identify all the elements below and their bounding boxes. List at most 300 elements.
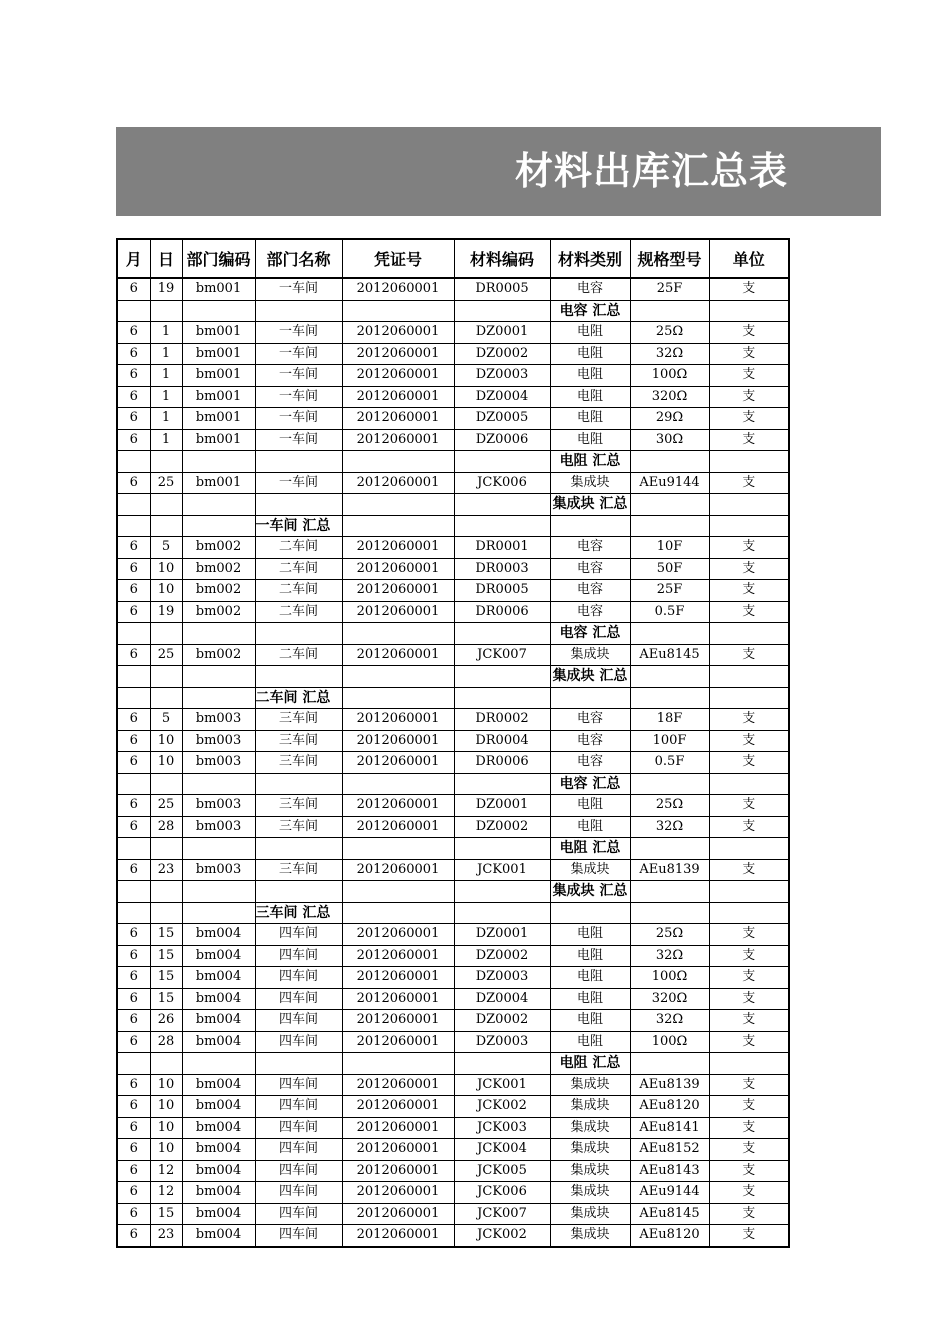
cell-dept-name: 一车间: [255, 278, 342, 300]
cell-month: 6: [117, 967, 150, 989]
empty-cell: [182, 902, 255, 924]
cell-spec-model: AEu8143: [630, 1160, 709, 1182]
cell-unit: 支: [709, 558, 789, 580]
cell-dept-code: bm002: [182, 644, 255, 666]
cell-material-code: DZ0002: [454, 816, 550, 838]
table-row: [117, 322, 789, 344]
cell-day: 1: [150, 343, 182, 365]
empty-cell: [182, 494, 255, 516]
empty-cell: [342, 881, 454, 903]
cell-dept-code: bm004: [182, 1031, 255, 1053]
cell-spec-model: 25Ω: [630, 322, 709, 344]
cell-material-category: 电阻: [550, 967, 630, 989]
cell-day: 10: [150, 1074, 182, 1096]
table-body: [117, 278, 789, 1247]
cell-day: 1: [150, 322, 182, 344]
cell-day: 10: [150, 752, 182, 774]
table-row: [117, 945, 789, 967]
cell-spec-model: AEu8120: [630, 1225, 709, 1247]
cell-day: 15: [150, 988, 182, 1010]
cell-material-category: 集成块: [550, 1182, 630, 1204]
empty-cell: [117, 773, 150, 795]
empty-cell: [709, 902, 789, 924]
cell-day: 5: [150, 537, 182, 559]
cell-material-category: 电容: [550, 601, 630, 623]
subtotal-row: [117, 773, 789, 795]
cell-material-category: 集成块: [550, 1074, 630, 1096]
empty-cell: [709, 666, 789, 688]
cell-day: 10: [150, 558, 182, 580]
empty-cell: [255, 494, 342, 516]
empty-cell: [150, 902, 182, 924]
cell-dept-code: bm004: [182, 945, 255, 967]
cell-material-code: DZ0001: [454, 795, 550, 817]
cell-dept-code: bm001: [182, 278, 255, 300]
cell-material-code: DR0002: [454, 709, 550, 731]
table-row: [117, 709, 789, 731]
subtotal-label: 电阻 汇总: [550, 838, 630, 860]
cell-material-code: DZ0004: [454, 386, 550, 408]
cell-spec-model: AEu8141: [630, 1117, 709, 1139]
cell-day: 15: [150, 924, 182, 946]
cell-day: 28: [150, 816, 182, 838]
empty-cell: [630, 687, 709, 709]
cell-dept-code: bm001: [182, 472, 255, 494]
cell-spec-model: AEu9144: [630, 1182, 709, 1204]
cell-material-code: DZ0005: [454, 408, 550, 430]
cell-dept-code: bm004: [182, 1096, 255, 1118]
empty-cell: [182, 666, 255, 688]
cell-spec-model: 100F: [630, 730, 709, 752]
table-row: [117, 730, 789, 752]
cell-spec-model: 100Ω: [630, 365, 709, 387]
cell-dept-code: bm004: [182, 1139, 255, 1161]
cell-spec-model: AEu8139: [630, 859, 709, 881]
empty-cell: [182, 623, 255, 645]
empty-cell: [454, 687, 550, 709]
subtotal-row: [117, 494, 789, 516]
cell-spec-model: AEu8139: [630, 1074, 709, 1096]
empty-cell: [150, 666, 182, 688]
empty-cell: [150, 451, 182, 473]
cell-dept-name: 三车间: [255, 752, 342, 774]
cell-month: 6: [117, 1139, 150, 1161]
cell-dept-name: 一车间: [255, 408, 342, 430]
cell-material-code: DR0006: [454, 752, 550, 774]
cell-material-code: DZ0006: [454, 429, 550, 451]
empty-cell: [255, 451, 342, 473]
empty-cell: [255, 300, 342, 322]
cell-material-category: 电容: [550, 278, 630, 300]
cell-day: 10: [150, 1096, 182, 1118]
subtotal-label: 集成块 汇总: [550, 881, 630, 903]
header-day: 日: [150, 239, 182, 278]
empty-cell: [255, 666, 342, 688]
cell-dept-code: bm003: [182, 795, 255, 817]
cell-dept-code: bm004: [182, 988, 255, 1010]
cell-month: 6: [117, 1203, 150, 1225]
cell-material-category: 电阻: [550, 945, 630, 967]
cell-dept-name: 四车间: [255, 1074, 342, 1096]
empty-cell: [709, 773, 789, 795]
empty-cell: [454, 773, 550, 795]
empty-cell: [454, 451, 550, 473]
cell-material-code: JCK004: [454, 1139, 550, 1161]
cell-voucher-no: 2012060001: [342, 278, 454, 300]
empty-cell: [550, 902, 630, 924]
cell-material-category: 电容: [550, 730, 630, 752]
cell-material-code: DZ0003: [454, 365, 550, 387]
cell-month: 6: [117, 730, 150, 752]
cell-dept-code: bm004: [182, 1074, 255, 1096]
cell-month: 6: [117, 386, 150, 408]
cell-dept-code: bm001: [182, 408, 255, 430]
cell-unit: 支: [709, 1160, 789, 1182]
table-row: [117, 1117, 789, 1139]
cell-unit: 支: [709, 343, 789, 365]
cell-voucher-no: 2012060001: [342, 1074, 454, 1096]
empty-cell: [342, 515, 454, 537]
empty-cell: [630, 881, 709, 903]
cell-voucher-no: 2012060001: [342, 601, 454, 623]
empty-cell: [255, 1053, 342, 1075]
cell-material-category: 电阻: [550, 988, 630, 1010]
cell-dept-name: 四车间: [255, 1225, 342, 1247]
header-dept-name: 部门名称: [255, 239, 342, 278]
table-row: [117, 1096, 789, 1118]
cell-dept-code: bm004: [182, 1010, 255, 1032]
empty-cell: [709, 881, 789, 903]
cell-unit: 支: [709, 859, 789, 881]
subtotal-label: 三车间 汇总: [255, 902, 342, 924]
cell-dept-name: 四车间: [255, 945, 342, 967]
cell-material-code: DR0003: [454, 558, 550, 580]
cell-unit: 支: [709, 1074, 789, 1096]
cell-material-category: 电容: [550, 752, 630, 774]
table-row: [117, 924, 789, 946]
cell-month: 6: [117, 795, 150, 817]
cell-unit: 支: [709, 1139, 789, 1161]
cell-dept-code: bm004: [182, 1160, 255, 1182]
subtotal-label: 电阻 汇总: [550, 1053, 630, 1075]
table-row: [117, 558, 789, 580]
empty-cell: [630, 1053, 709, 1075]
cell-dept-name: 一车间: [255, 386, 342, 408]
cell-day: 1: [150, 429, 182, 451]
empty-cell: [342, 773, 454, 795]
cell-dept-name: 一车间: [255, 322, 342, 344]
empty-cell: [630, 666, 709, 688]
subtotal-label: 电容 汇总: [550, 300, 630, 322]
empty-cell: [150, 300, 182, 322]
header-unit: 单位: [709, 239, 789, 278]
cell-voucher-no: 2012060001: [342, 924, 454, 946]
cell-month: 6: [117, 1160, 150, 1182]
cell-dept-name: 一车间: [255, 429, 342, 451]
cell-unit: 支: [709, 1182, 789, 1204]
cell-unit: 支: [709, 795, 789, 817]
cell-material-category: 集成块: [550, 644, 630, 666]
cell-spec-model: 29Ω: [630, 408, 709, 430]
cell-spec-model: AEu8120: [630, 1096, 709, 1118]
cell-dept-code: bm004: [182, 967, 255, 989]
subtotal-row: [117, 902, 789, 924]
subtotal-row: [117, 451, 789, 473]
cell-voucher-no: 2012060001: [342, 644, 454, 666]
cell-day: 10: [150, 730, 182, 752]
empty-cell: [709, 451, 789, 473]
cell-dept-name: 三车间: [255, 816, 342, 838]
cell-dept-code: bm001: [182, 365, 255, 387]
cell-unit: 支: [709, 752, 789, 774]
cell-month: 6: [117, 1117, 150, 1139]
cell-month: 6: [117, 537, 150, 559]
empty-cell: [255, 623, 342, 645]
cell-material-category: 电阻: [550, 1031, 630, 1053]
cell-material-category: 电阻: [550, 322, 630, 344]
cell-spec-model: 32Ω: [630, 343, 709, 365]
cell-material-category: 电阻: [550, 408, 630, 430]
cell-month: 6: [117, 945, 150, 967]
cell-month: 6: [117, 709, 150, 731]
empty-cell: [150, 773, 182, 795]
cell-voucher-no: 2012060001: [342, 343, 454, 365]
empty-cell: [150, 1053, 182, 1075]
empty-cell: [550, 687, 630, 709]
cell-dept-name: 四车间: [255, 988, 342, 1010]
cell-month: 6: [117, 1010, 150, 1032]
empty-cell: [342, 902, 454, 924]
cell-spec-model: 32Ω: [630, 1010, 709, 1032]
cell-material-category: 集成块: [550, 1203, 630, 1225]
cell-month: 6: [117, 1074, 150, 1096]
subtotal-label: 集成块 汇总: [550, 494, 630, 516]
table-row: [117, 1160, 789, 1182]
cell-voucher-no: 2012060001: [342, 752, 454, 774]
cell-day: 25: [150, 644, 182, 666]
cell-material-category: 集成块: [550, 859, 630, 881]
cell-day: 15: [150, 967, 182, 989]
cell-day: 1: [150, 386, 182, 408]
cell-dept-name: 二车间: [255, 580, 342, 602]
cell-month: 6: [117, 924, 150, 946]
cell-day: 5: [150, 709, 182, 731]
cell-month: 6: [117, 558, 150, 580]
cell-material-category: 电阻: [550, 816, 630, 838]
table-row: [117, 967, 789, 989]
cell-dept-code: bm001: [182, 322, 255, 344]
cell-voucher-no: 2012060001: [342, 1139, 454, 1161]
cell-voucher-no: 2012060001: [342, 1096, 454, 1118]
cell-day: 28: [150, 1031, 182, 1053]
cell-dept-name: 四车间: [255, 1160, 342, 1182]
cell-dept-code: bm004: [182, 1182, 255, 1204]
cell-voucher-no: 2012060001: [342, 1182, 454, 1204]
empty-cell: [454, 300, 550, 322]
table-row: [117, 343, 789, 365]
cell-dept-name: 一车间: [255, 343, 342, 365]
cell-dept-code: bm004: [182, 1117, 255, 1139]
cell-month: 6: [117, 1096, 150, 1118]
cell-material-category: 电阻: [550, 1010, 630, 1032]
table-row: [117, 365, 789, 387]
cell-dept-name: 四车间: [255, 1182, 342, 1204]
cell-material-code: JCK002: [454, 1225, 550, 1247]
cell-material-category: 电容: [550, 558, 630, 580]
empty-cell: [117, 451, 150, 473]
table-row: [117, 1225, 789, 1247]
cell-spec-model: AEu8145: [630, 644, 709, 666]
cell-dept-code: bm001: [182, 429, 255, 451]
cell-unit: 支: [709, 924, 789, 946]
subtotal-label: 一车间 汇总: [255, 515, 342, 537]
empty-cell: [342, 300, 454, 322]
empty-cell: [182, 1053, 255, 1075]
cell-voucher-no: 2012060001: [342, 580, 454, 602]
empty-cell: [255, 838, 342, 860]
cell-material-code: JCK007: [454, 644, 550, 666]
cell-day: 12: [150, 1182, 182, 1204]
cell-dept-name: 二车间: [255, 601, 342, 623]
empty-cell: [182, 773, 255, 795]
cell-spec-model: 0.5F: [630, 601, 709, 623]
cell-unit: 支: [709, 1096, 789, 1118]
cell-dept-name: 三车间: [255, 859, 342, 881]
empty-cell: [255, 773, 342, 795]
cell-material-code: JCK001: [454, 859, 550, 881]
cell-material-code: DZ0001: [454, 322, 550, 344]
empty-cell: [630, 451, 709, 473]
cell-material-category: 电阻: [550, 386, 630, 408]
cell-dept-code: bm003: [182, 816, 255, 838]
cell-month: 6: [117, 365, 150, 387]
page-title: 材料出库汇总表: [514, 149, 788, 193]
cell-dept-name: 一车间: [255, 472, 342, 494]
material-summary-table: [116, 238, 790, 1248]
cell-voucher-no: 2012060001: [342, 859, 454, 881]
cell-voucher-no: 2012060001: [342, 429, 454, 451]
cell-dept-name: 四车间: [255, 1096, 342, 1118]
cell-dept-code: bm003: [182, 709, 255, 731]
cell-unit: 支: [709, 1031, 789, 1053]
cell-material-code: JCK006: [454, 472, 550, 494]
empty-cell: [630, 300, 709, 322]
cell-unit: 支: [709, 601, 789, 623]
cell-spec-model: 30Ω: [630, 429, 709, 451]
cell-day: 10: [150, 1139, 182, 1161]
cell-material-code: DR0005: [454, 580, 550, 602]
cell-month: 6: [117, 322, 150, 344]
cell-unit: 支: [709, 580, 789, 602]
empty-cell: [454, 838, 550, 860]
subtotal-row: [117, 300, 789, 322]
cell-dept-code: bm004: [182, 1225, 255, 1247]
cell-voucher-no: 2012060001: [342, 537, 454, 559]
table-row: [117, 386, 789, 408]
cell-dept-code: bm004: [182, 1203, 255, 1225]
cell-dept-code: bm003: [182, 752, 255, 774]
cell-material-code: DR0005: [454, 278, 550, 300]
table-row: [117, 601, 789, 623]
subtotal-row: [117, 687, 789, 709]
subtotal-row: [117, 838, 789, 860]
cell-dept-name: 四车间: [255, 1139, 342, 1161]
empty-cell: [454, 1053, 550, 1075]
cell-month: 6: [117, 472, 150, 494]
cell-day: 1: [150, 365, 182, 387]
cell-voucher-no: 2012060001: [342, 730, 454, 752]
empty-cell: [454, 902, 550, 924]
empty-cell: [182, 451, 255, 473]
cell-month: 6: [117, 816, 150, 838]
cell-unit: 支: [709, 967, 789, 989]
cell-unit: 支: [709, 1225, 789, 1247]
cell-spec-model: 18F: [630, 709, 709, 731]
cell-voucher-no: 2012060001: [342, 795, 454, 817]
header-voucher-no: 凭证号: [342, 239, 454, 278]
empty-cell: [117, 300, 150, 322]
cell-spec-model: 0.5F: [630, 752, 709, 774]
cell-month: 6: [117, 278, 150, 300]
cell-voucher-no: 2012060001: [342, 408, 454, 430]
table-row: [117, 278, 789, 300]
empty-cell: [117, 666, 150, 688]
cell-material-code: DZ0002: [454, 343, 550, 365]
empty-cell: [454, 666, 550, 688]
cell-voucher-no: 2012060001: [342, 558, 454, 580]
header-row: [117, 239, 789, 278]
cell-spec-model: 320Ω: [630, 988, 709, 1010]
cell-material-code: DZ0003: [454, 967, 550, 989]
cell-dept-code: bm002: [182, 601, 255, 623]
cell-month: 6: [117, 988, 150, 1010]
table-row: [117, 580, 789, 602]
empty-cell: [454, 494, 550, 516]
cell-dept-name: 四车间: [255, 1031, 342, 1053]
empty-cell: [709, 687, 789, 709]
cell-day: 19: [150, 601, 182, 623]
empty-cell: [454, 881, 550, 903]
table-row: [117, 1182, 789, 1204]
empty-cell: [342, 838, 454, 860]
cell-unit: 支: [709, 1203, 789, 1225]
table-row: [117, 537, 789, 559]
cell-unit: 支: [709, 816, 789, 838]
subtotal-row: [117, 623, 789, 645]
subtotal-row: [117, 881, 789, 903]
table-row: [117, 408, 789, 430]
empty-cell: [630, 773, 709, 795]
cell-voucher-no: 2012060001: [342, 365, 454, 387]
cell-month: 6: [117, 752, 150, 774]
empty-cell: [117, 902, 150, 924]
empty-cell: [182, 687, 255, 709]
cell-dept-name: 二车间: [255, 558, 342, 580]
cell-month: 6: [117, 408, 150, 430]
cell-material-category: 集成块: [550, 1139, 630, 1161]
table-row: [117, 859, 789, 881]
subtotal-label: 电阻 汇总: [550, 451, 630, 473]
cell-dept-name: 四车间: [255, 924, 342, 946]
empty-cell: [342, 451, 454, 473]
cell-voucher-no: 2012060001: [342, 1117, 454, 1139]
cell-day: 23: [150, 859, 182, 881]
cell-day: 26: [150, 1010, 182, 1032]
cell-dept-name: 四车间: [255, 1010, 342, 1032]
cell-spec-model: 25Ω: [630, 795, 709, 817]
cell-dept-code: bm002: [182, 558, 255, 580]
empty-cell: [630, 515, 709, 537]
